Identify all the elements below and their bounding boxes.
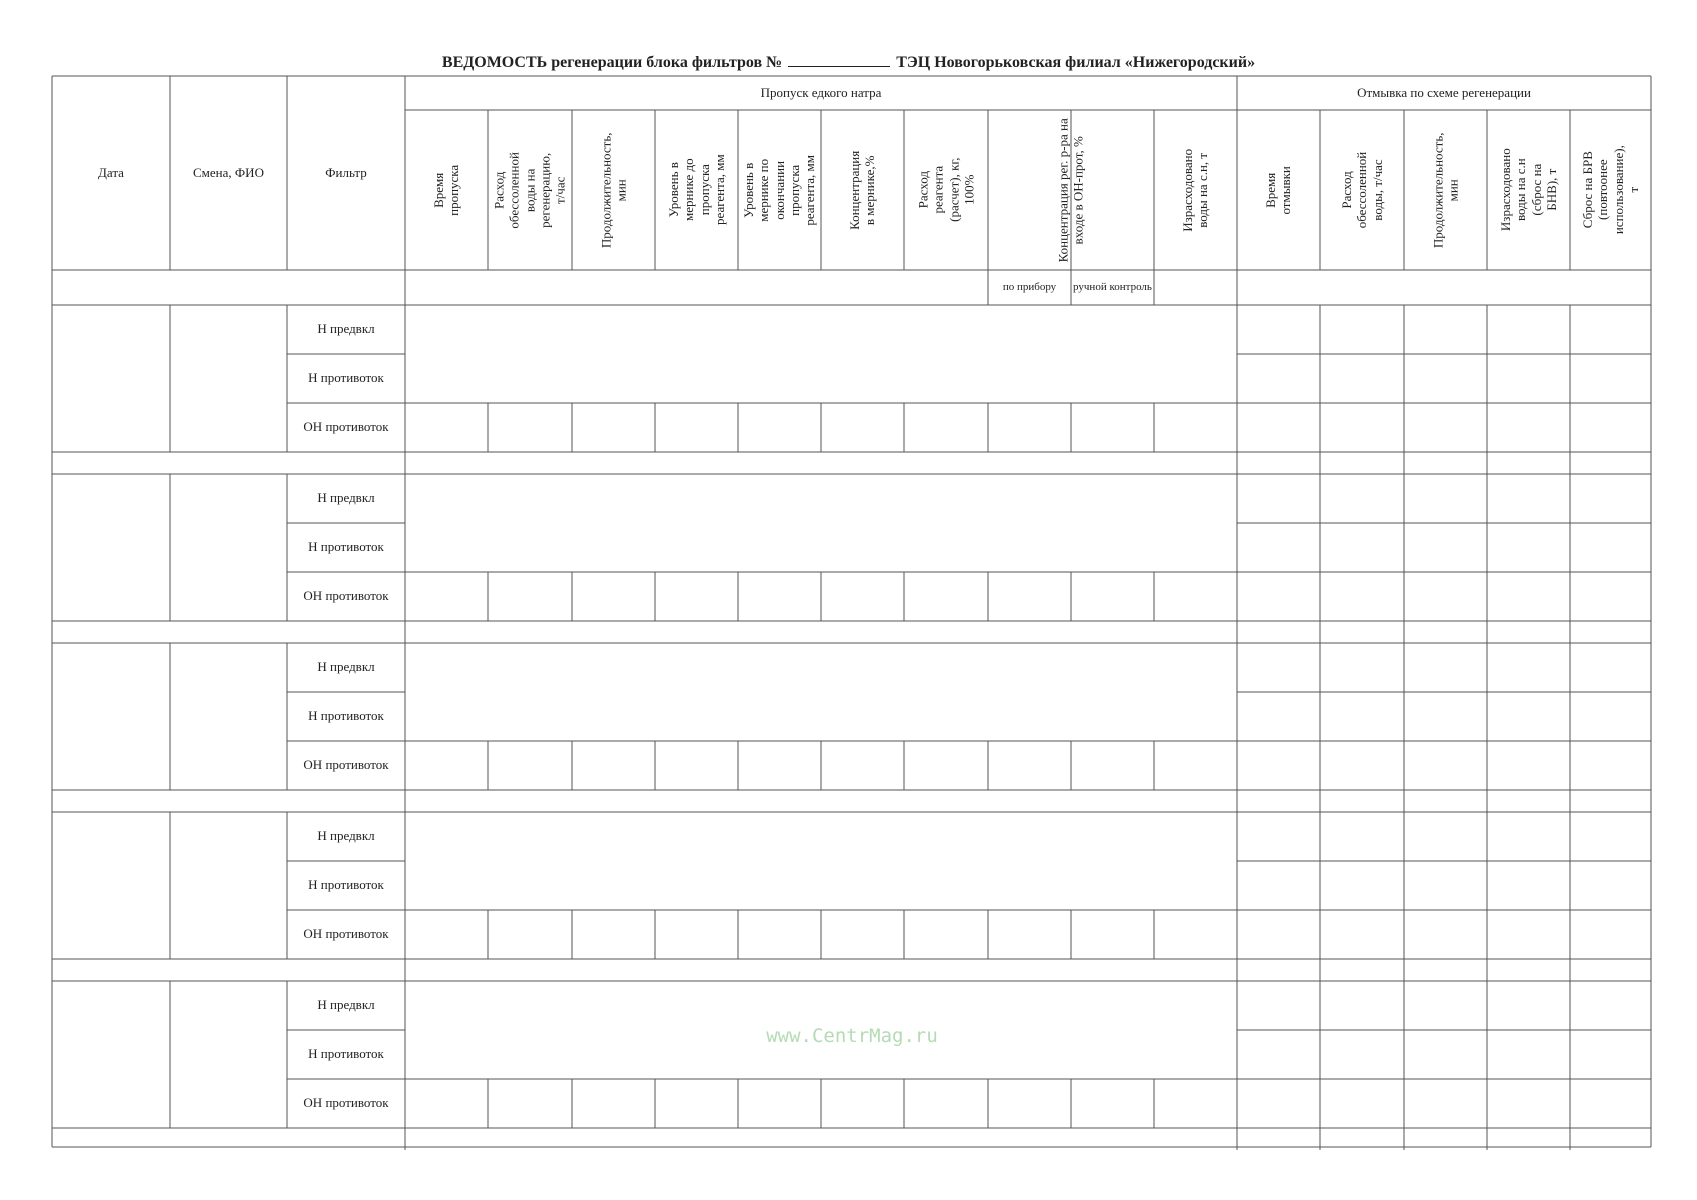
caustic-column-header [1154,110,1237,270]
header-date: Дата [98,164,124,180]
caustic-column-header-label: Расход обессоленной воды на регенерацию, т/час [491,151,568,229]
filter-label: Н предвкл [317,828,375,844]
subheader-manual-control: ручной контроль [1073,280,1152,293]
filter-label: Н противоток [308,877,384,893]
caustic-column-header-label: Уровень в мернике по окончании пропуска реагента, мм [741,154,818,226]
rinse-column-header-label: Расход обессоленной воды, т/час [1339,151,1385,229]
caustic-column-header-label: Время пропуска [431,164,462,216]
caustic-column-header-label: Израсходовано воды на с.н, т [1180,148,1211,232]
filter-label: Н предвкл [317,490,375,506]
rinse-column-header-label: Сброс на БРВ (повтоонее использование), т [1579,145,1641,235]
title-prefix: ВЕДОМОСТЬ регенерации блока фильтров № [441,54,783,71]
caustic-column-header [655,110,738,270]
watermark-text: www.CentrMag.ru [766,1025,938,1047]
header-filter: Фильтр [325,164,367,180]
caustic-column-header-label: Концентрация в мернике,% [847,150,878,230]
filter-label: Н противоток [308,539,384,555]
filter-label: ОН противоток [303,926,389,942]
filter-label: Н предвкл [317,321,375,337]
caustic-column-header [821,110,904,270]
filter-label: Н противоток [308,370,384,386]
subheader-by-instrument: по прибору [1002,280,1057,293]
rinse-column-header [1487,110,1570,270]
filter-label: Н предвкл [317,659,375,675]
caustic-column-header [904,110,988,270]
header-rinse-group: Отмывка по схеме регенерации [1357,84,1531,100]
caustic-column-header-label: Продолжительность, мин [598,132,629,248]
filter-label: ОН противоток [303,588,389,604]
caustic-column-header [488,110,572,270]
rinse-column-header [1570,110,1651,270]
rinse-column-header-label: Израсходовано воды на с.н (сброс на БНВ), т [1497,148,1559,232]
filter-label: Н противоток [308,1046,384,1062]
filter-label: ОН противоток [303,419,389,435]
title-suffix: ТЭЦ Новогорьковская филиал «Нижегородский» [896,54,1256,71]
caustic-column-header [988,110,1154,270]
filter-label: Н противоток [308,708,384,724]
caustic-column-header-label: Уровень в мернике до пропуска реагента, мм [665,154,727,226]
caustic-column-header [738,110,821,270]
caustic-column-header [572,110,655,270]
caustic-column-header-label: Концентрация рег. р-ра на входе в ОН-прот, % [1055,117,1086,263]
filter-label: Н предвкл [317,997,375,1013]
rinse-column-header-label: Продолжительность, мин [1430,132,1461,248]
caustic-column-header [405,110,488,270]
header-shift: Смена, ФИО [193,164,264,180]
rinse-column-header [1404,110,1487,270]
rinse-column-header [1320,110,1404,270]
rinse-column-header-label: Время отмывки [1263,165,1294,215]
rinse-column-header [1237,110,1320,270]
filter-label: ОН противоток [303,1095,389,1111]
filter-label: ОН противоток [303,757,389,773]
header-caustic-group: Пропуск едкого натра [760,84,882,100]
caustic-column-header-label: Расход реагента (расчет), кг, 100% [915,157,977,223]
